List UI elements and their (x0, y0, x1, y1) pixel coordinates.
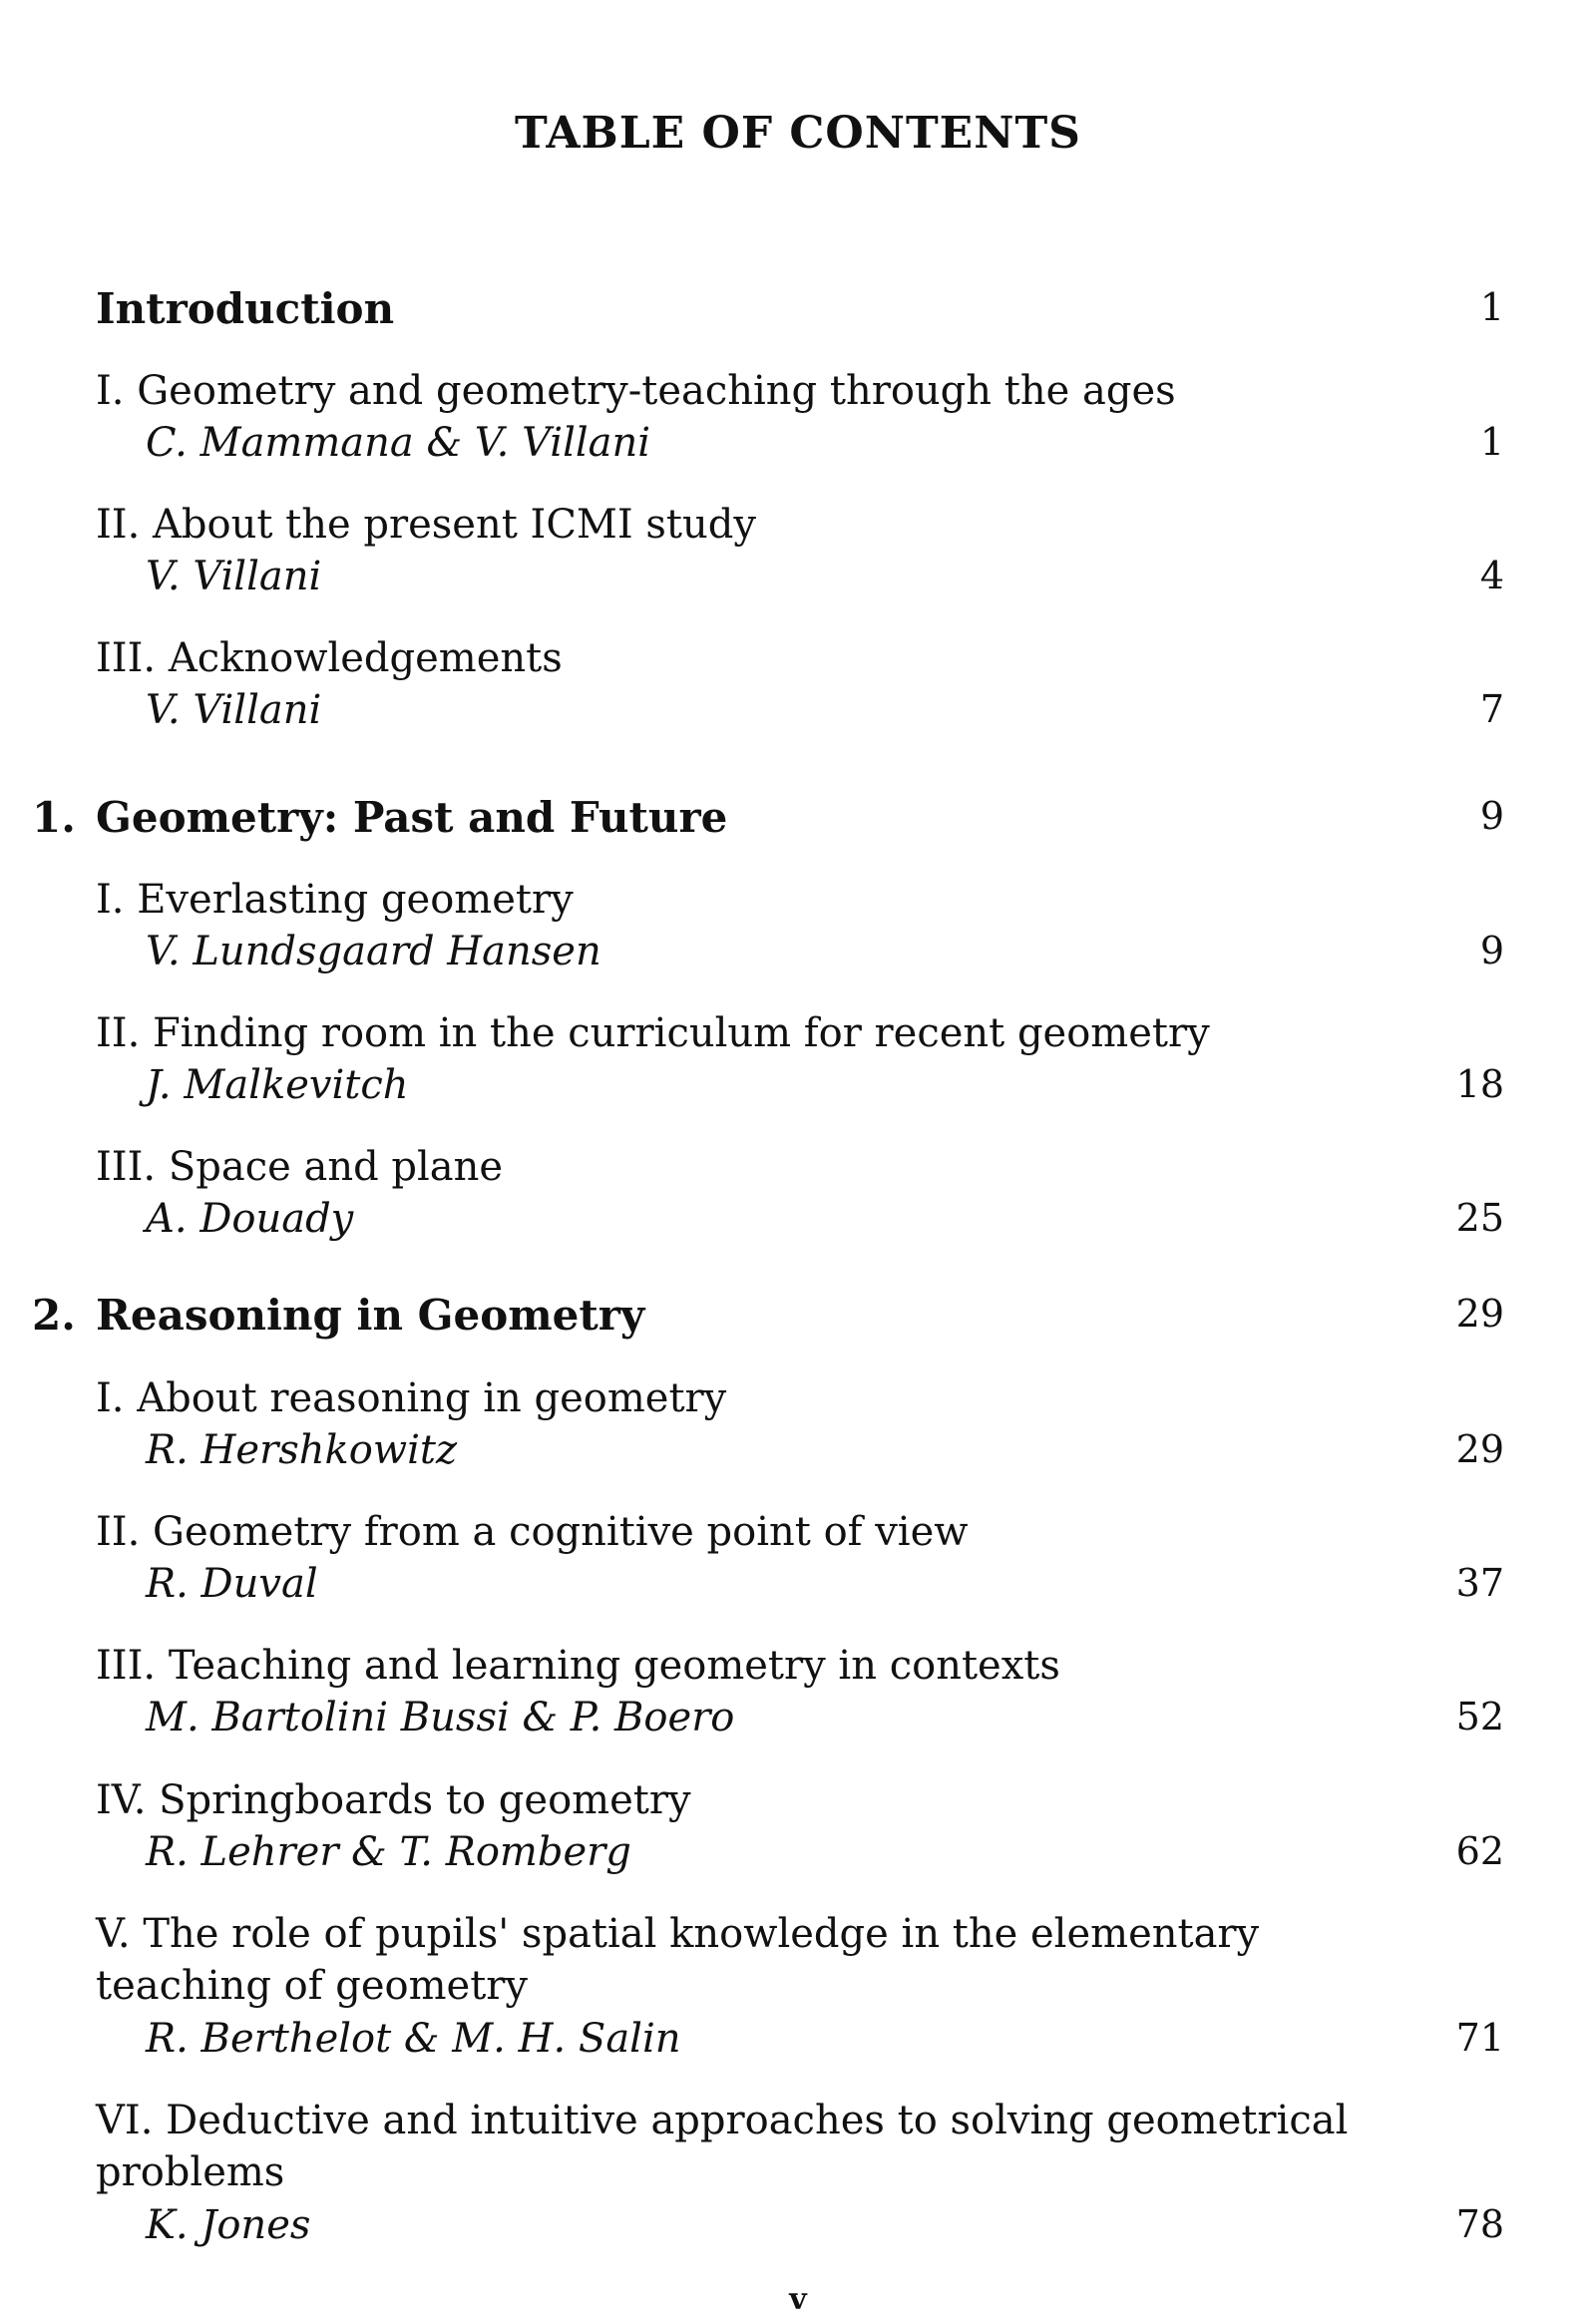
page-number: 29 (1455, 1292, 1504, 1336)
entry-title: IV. Springboards to geometry (96, 1777, 691, 1823)
page-number: 52 (1455, 1695, 1504, 1739)
page-number: 1 (1479, 285, 1504, 329)
entry-title: III. Teaching and learning geometry in contexts (96, 1643, 1060, 1689)
entry-title: I. Everlasting geometry (96, 877, 574, 923)
page-number: 71 (1455, 2016, 1504, 2060)
entry-author: K. Jones (146, 2202, 311, 2248)
entry-author: V. Villani (146, 554, 322, 599)
entry-author: J. Malkevitch (146, 1062, 409, 1108)
page-number: 25 (1455, 1196, 1504, 1240)
page-number: 7 (1479, 687, 1504, 731)
page-number: 1 (1479, 420, 1504, 464)
page-number: 37 (1455, 1561, 1504, 1605)
entry-title: III. Space and plane (96, 1144, 504, 1190)
entry-author: V. Villani (146, 687, 322, 733)
page-number: 4 (1479, 554, 1504, 597)
page-number: 9 (1479, 929, 1504, 972)
page-title: TABLE OF CONTENTS (515, 108, 1081, 159)
section-number: 1. (32, 793, 76, 842)
page-number: 78 (1455, 2202, 1504, 2246)
page-folio: v (789, 2282, 807, 2317)
entry-title: I. Geometry and geometry-teaching through the ages (96, 368, 1176, 414)
entry-author: V. Lundsgaard Hansen (146, 929, 601, 974)
page-number: 29 (1455, 1427, 1504, 1471)
entry-author: R. Lehrer & T. Romberg (146, 1829, 631, 1875)
entry-title: II. About the present ICMI study (96, 502, 756, 548)
entry-title: I. About reasoning in geometry (96, 1375, 727, 1421)
section-title: Geometry: Past and Future (96, 793, 728, 842)
page-number: 62 (1455, 1829, 1504, 1873)
entry-author: A. Douady (146, 1196, 354, 1242)
section-title: Reasoning in Geometry (96, 1291, 645, 1340)
entry-author: R. Duval (146, 1561, 318, 1607)
entry-author: M. Bartolini Bussi & P. Boero (146, 1695, 735, 1741)
section-number: 2. (32, 1291, 76, 1340)
entry-title: III. Acknowledgements (96, 635, 563, 681)
entry-title: II. Geometry from a cognitive point of view (96, 1509, 969, 1555)
entry-title: II. Finding room in the curriculum for recent geometry (96, 1010, 1210, 1056)
entry-author: R. Hershkowitz (146, 1427, 458, 1473)
page-number: 18 (1455, 1062, 1504, 1106)
page-number: 9 (1479, 794, 1504, 838)
section-title: Introduction (96, 284, 395, 333)
entry-title: VI. Deductive and intuitive approaches to solving geometrical problems (96, 2098, 1349, 2195)
entry-author: C. Mammana & V. Villani (146, 420, 651, 466)
entry-author: R. Berthelot & M. H. Salin (146, 2016, 681, 2062)
entry-title: V. The role of pupils' spatial knowledge in the elementary teaching of geometry (96, 1911, 1260, 2009)
